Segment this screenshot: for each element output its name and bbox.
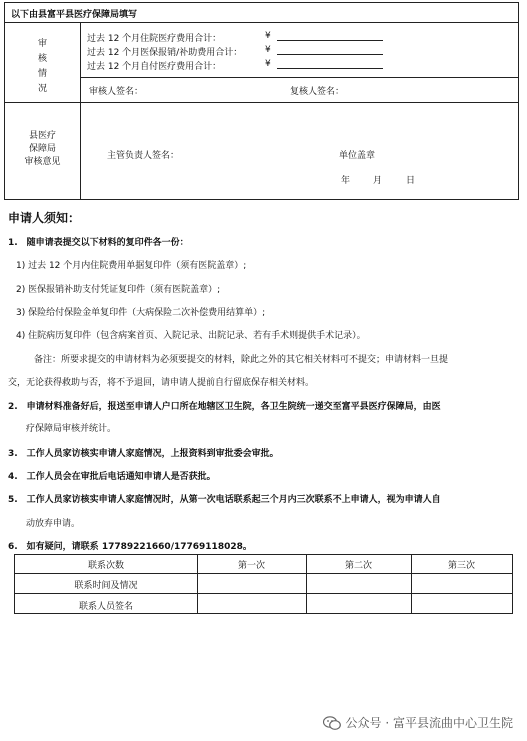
notice-heading: 申请人须知： — [8, 211, 81, 225]
leader-signature-label: 主管负责人签名： — [107, 151, 180, 161]
fee-input-line[interactable] — [277, 31, 383, 41]
wechat-icon — [323, 716, 341, 730]
header-third: 第三次 — [447, 561, 475, 571]
date-year: 年 — [341, 176, 351, 186]
note-line-2: 交，无论获得救助与否，将不予退回，请申请人提前自行留底保存相关材料。 — [8, 378, 315, 388]
notice-item-2: 2. 申请材料准备好后，报送至申请人户口所在地辖区卫生院，各卫生院统一递交至富平县医疗保障局，由医 — [8, 402, 441, 412]
fee-input-line[interactable] — [277, 45, 383, 55]
material-item-1: 1) 过去 12 个月内住院费用单据复印件（须有医院盖章）; — [16, 261, 247, 271]
notice-item-5: 5. 工作人员家访核实申请人家庭情况时，从第一次电话联系起三个月内三次联系不上申请人，视为申请人自 — [8, 495, 441, 505]
seal-label: 单位盖章 — [339, 151, 376, 161]
wechat-watermark — [323, 714, 513, 731]
review-section-label: 审 核 情 况 — [37, 39, 47, 94]
rechecker-signature-label: 复核人签名： — [290, 87, 345, 97]
contact-record-table — [14, 554, 513, 614]
notice-item-3: 3. 工作人员家访核实申请人家庭情况，上报资料到审批委会审批。 — [8, 449, 279, 459]
notice-item-5-cont: 动放弃申请。 — [26, 519, 81, 529]
date-month: 月 — [373, 176, 383, 186]
header-contact-count: 联系次数 — [87, 561, 124, 571]
date-day: 日 — [406, 176, 416, 186]
note-line-1: 备注：所要求提交的申请材料为必须要提交的材料，除此之外的其它相关材料可不提交；申请材料一旦提 — [34, 355, 449, 365]
header-second: 第二次 — [344, 561, 372, 571]
fee-row-reimbursement: 过去 12 个月医保报销/补助费用合计： ¥ — [87, 45, 242, 58]
divider — [80, 77, 518, 78]
notice-item-4: 4. 工作人员会在审批后电话通知申请人是否获批。 — [8, 472, 216, 482]
material-item-3: 3) 保险给付保险金单复印件（大病保险二次补偿费用结算单）; — [16, 308, 266, 318]
bureau-opinion-label: 县医疗 保障局 审核意见 — [24, 131, 61, 167]
notice-item-2-cont: 疗保障局审核并统计。 — [26, 424, 117, 434]
divider — [5, 22, 518, 23]
table-title: 以下由县富平县医疗保障局填写 — [11, 10, 138, 20]
notice-item-1: 1. 随申请表提交以下材料的复印件各一份： — [8, 238, 189, 248]
row-contact-time-label: 联系时间及情况 — [74, 581, 138, 591]
divider — [15, 593, 512, 594]
header-first: 第一次 — [237, 561, 265, 571]
material-item-2: 2) 医保报销补助支付凭证复印件（须有医院盖章）; — [16, 285, 221, 295]
fee-input-line[interactable] — [277, 59, 383, 69]
fee-row-hospitalization: 过去 12 个月住院医疗费用合计： ¥ — [87, 31, 221, 44]
notice-item-6: 6. 如有疑问，请联系 17789221660/17769118028。 — [8, 542, 252, 552]
fee-row-self-paid: 过去 12 个月自付医疗费用合计： ¥ — [87, 59, 221, 72]
watermark-text: 公众号 · 富平县流曲中心卫生院 — [345, 716, 513, 730]
reviewer-signature-label: 审核人签名： — [89, 87, 144, 97]
bureau-review-table — [4, 2, 519, 200]
material-item-4: 4) 住院病历复印件（包含病案首页、入院记录、出院记录、若有手术则提供手术记录）。 — [16, 331, 366, 341]
row-contact-signature-label: 联系人员签名 — [78, 602, 133, 612]
divider — [80, 22, 81, 199]
divider — [15, 573, 512, 574]
divider — [5, 102, 518, 103]
